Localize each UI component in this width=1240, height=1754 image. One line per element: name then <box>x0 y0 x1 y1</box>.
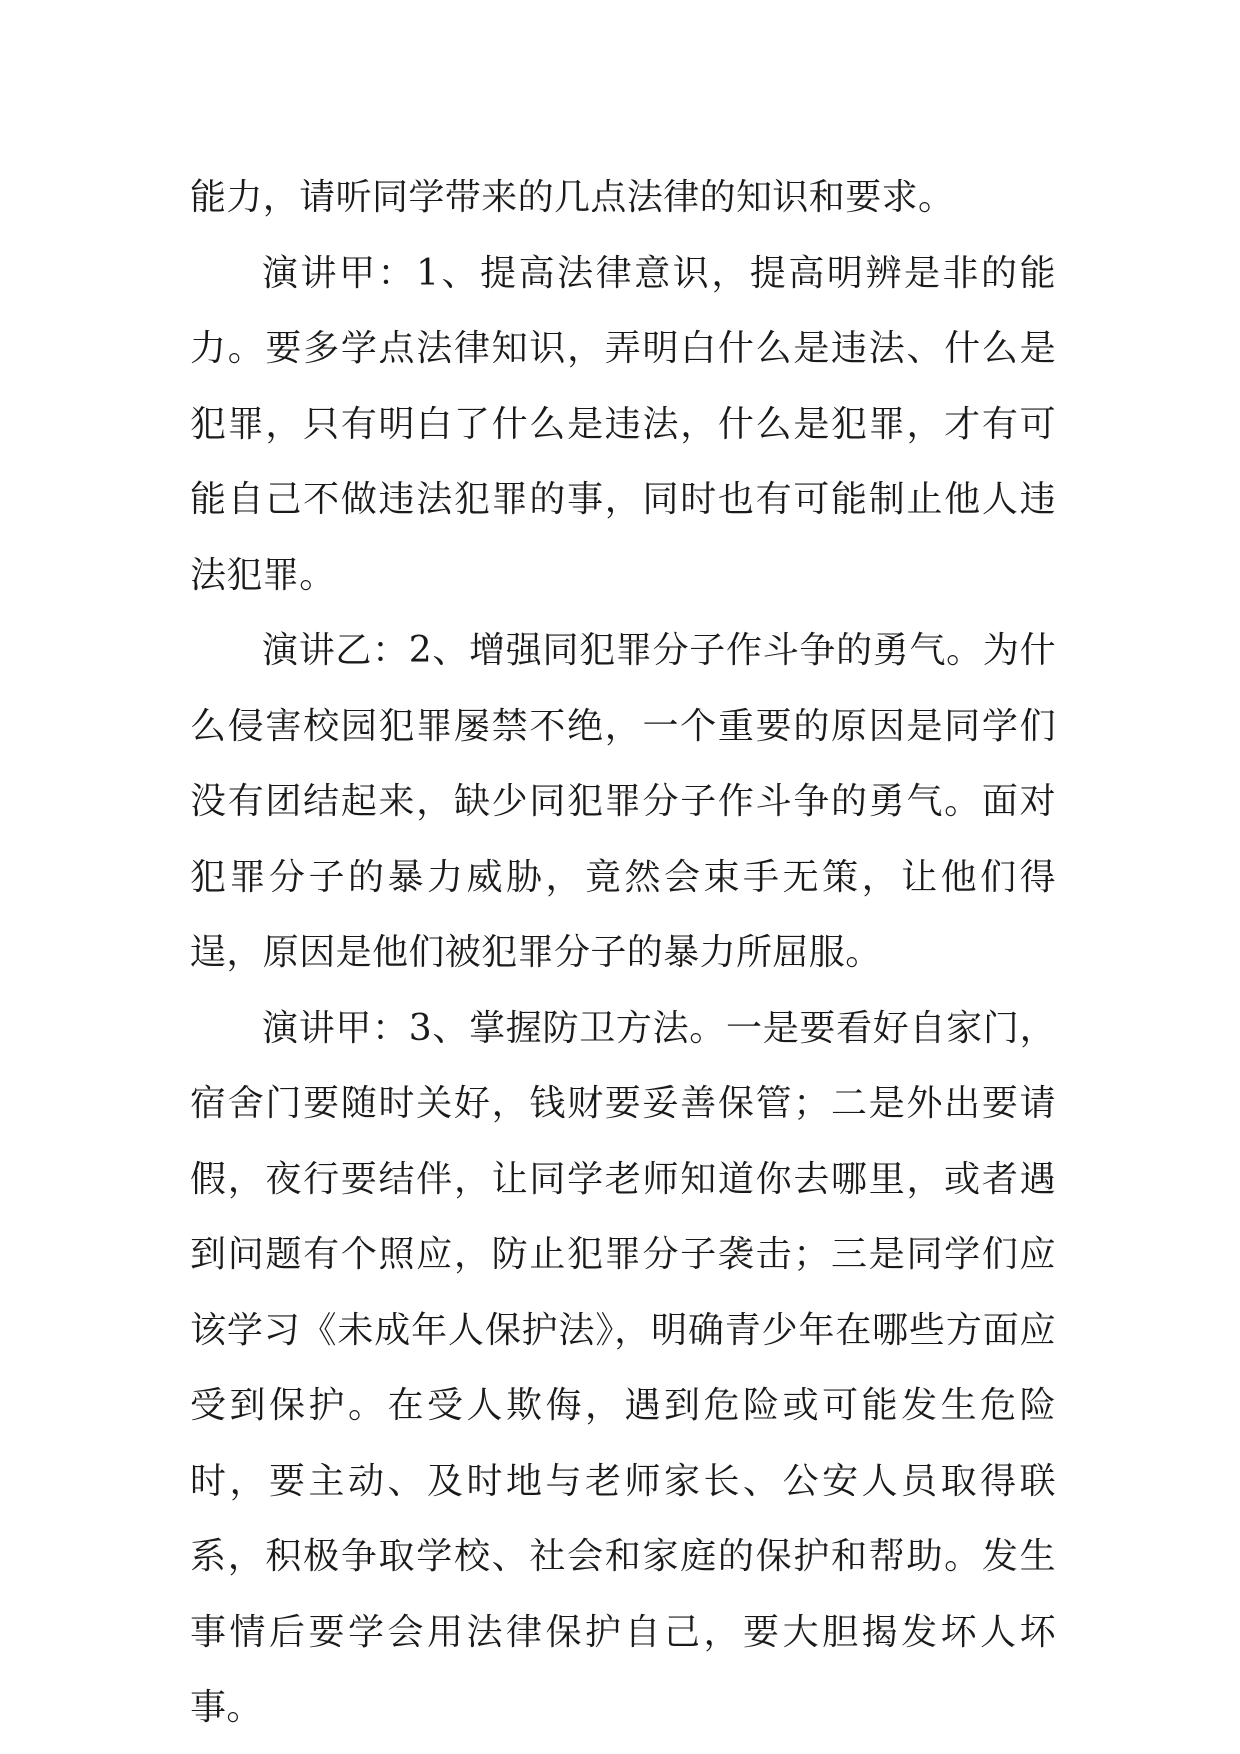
paragraph-speaker-a-point-1: 演讲甲：1、提高法律意识，提高明辨是非的能力。要多学点法律知识，弄明白什么是违法、什么是犯罪，只有明白了什么是违法，什么是犯罪，才有可能自己不做违法犯罪的事，同时也有可能制止他人违法犯罪。 <box>190 252 1056 596</box>
paragraph-speaker-b-point-2: 演讲乙：2、增强同犯罪分子作斗争的勇气。为什么侵害校园犯罪屡禁不绝，一个重要的原因是同学们没有团结起来，缺少同犯罪分子作斗争的勇气。面对犯罪分子的暴力威胁，竟然会束手无策，让他们得逞，原因是他们被犯罪分子的暴力所屈服。 <box>190 630 1056 973</box>
paragraph-speaker-a-point-3: 演讲甲：3、掌握防卫方法。一是要看好自家门，宿舍门要随时关好，钱财要妥善保管；二是外出要请假，夜行要结伴，让同学老师知道你去哪里，或者遇到问题有个照应，防止犯罪分子袭击；三是同学们应该学习《未成年人保护法》，明确青少年在哪些方面应受到保护。在受人欺侮，遇到危险或可能发生危险时，要主动、及时地与老师家长、公安人员取得联系，积极争取学校、社会和家庭的保护和帮助。发生事情后要学会用法律保护自己，要大胆揭发坏人坏事。 <box>190 1007 1056 1728</box>
document-body <box>190 160 1056 1746</box>
paragraph-continuation: 能力，请听同学带来的几点法律的知识和要求。 <box>190 177 955 218</box>
